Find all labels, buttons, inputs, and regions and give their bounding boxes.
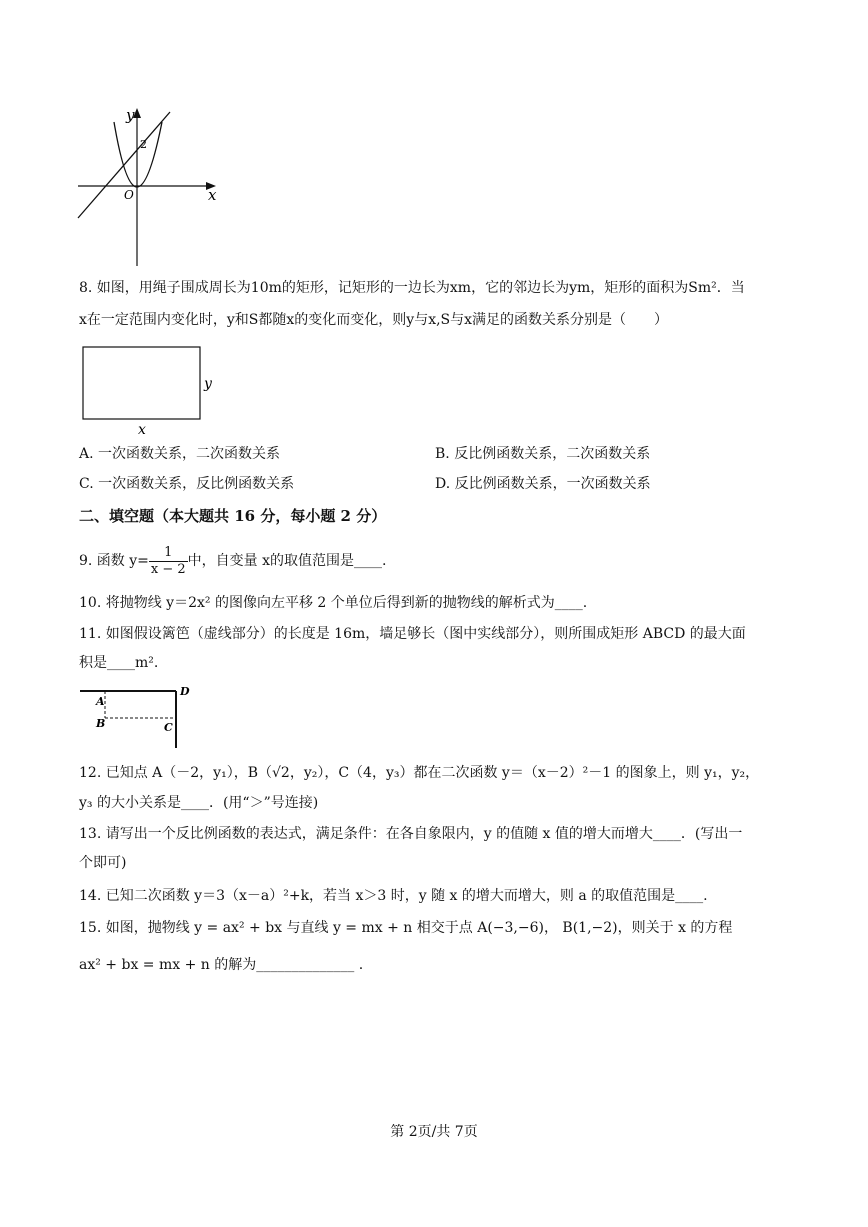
q15-line1: 15. 如图，抛物线 y = ax² + bx 与直线 y = mx + n 相交于点 A(−3,−6)， B(1,−2)，则关于 x 的方程 (79, 920, 733, 936)
label-c: C (164, 721, 173, 734)
q9-fraction (149, 545, 188, 578)
q11-line2: 积是____m². (79, 655, 159, 671)
label-a: A (96, 695, 105, 708)
q12-line2: y₃ 的大小关系是____．(用“＞”号连接) (79, 795, 319, 811)
rect-side-x: x (138, 422, 146, 438)
page-footer: 第 2页/共 7页 (390, 1124, 478, 1140)
q13-line1: 13. 请写出一个反比例函数的表达式，满足条件：在各自象限内，y 的值随 x 值的增大而增大____．(写出一 (79, 826, 743, 842)
x-axis-label: x (208, 186, 217, 204)
q9-denominator: x − 2 (150, 561, 186, 577)
section-heading: 二、填空题（本大题共 16 分，每小题 2 分） (79, 507, 387, 525)
q7-function-graph (70, 100, 230, 270)
intercept-label: 2 (140, 138, 147, 151)
label-b: B (96, 717, 106, 730)
q9-numerator: 1 (149, 545, 188, 562)
rect-side-y: y (204, 376, 212, 392)
q9-prefix: 9. 函数 y= (79, 553, 149, 569)
q15-line2: ax² + bx = mx + n 的解为______________ . (79, 957, 364, 973)
q10: 10. 将抛物线 y＝2x² 的图像向左平移 2 个单位后得到新的抛物线的解析式为____. (79, 595, 588, 611)
q9-suffix: 中，自变量 x的取值范围是____. (187, 553, 387, 569)
q8-line2: x在一定范围内变化时，y和S都随x的变化而变化，则y与x,S与x满足的函数关系分别是（ ） (79, 312, 669, 328)
q8-option-b: B. 反比例函数关系，二次函数关系 (435, 446, 651, 462)
q9 (79, 540, 386, 582)
q14: 14. 已知二次函数 y＝3（x－a）²+k，若当 x＞3 时，y 随 x 的增大而增大，则 a 的取值范围是____. (79, 888, 708, 904)
q11-fence-figure (78, 682, 198, 752)
q8-option-d: D. 反比例函数关系，一次函数关系 (435, 476, 651, 492)
origin-label: O (124, 188, 134, 202)
q8-line1: 8. 如图，用绳子围成周长为10m的矩形，记矩形的一边长为xm，它的邻边长为ym，矩形的面积为Sm²．当 (79, 280, 745, 296)
label-d: D (180, 685, 190, 698)
q8-rectangle-figure (80, 344, 220, 440)
q8-option-c: C. 一次函数关系，反比例函数关系 (79, 476, 295, 492)
q11-line1: 11. 如图假设篱笆（虚线部分）的长度是 16m，墙足够长（图中实线部分），则所围成矩形 ABCD 的最大面 (79, 626, 746, 642)
q12-line1: 12. 已知点 A（－2，y₁），B（√2，y₂），C（4，y₃）都在二次函数 y＝（x－2）²－1 的图象上，则 y₁，y₂， (79, 765, 760, 781)
q8-option-a: A. 一次函数关系，二次函数关系 (79, 446, 281, 462)
y-axis-label: y (126, 106, 135, 124)
q13-line2: 个即可) (79, 855, 127, 871)
